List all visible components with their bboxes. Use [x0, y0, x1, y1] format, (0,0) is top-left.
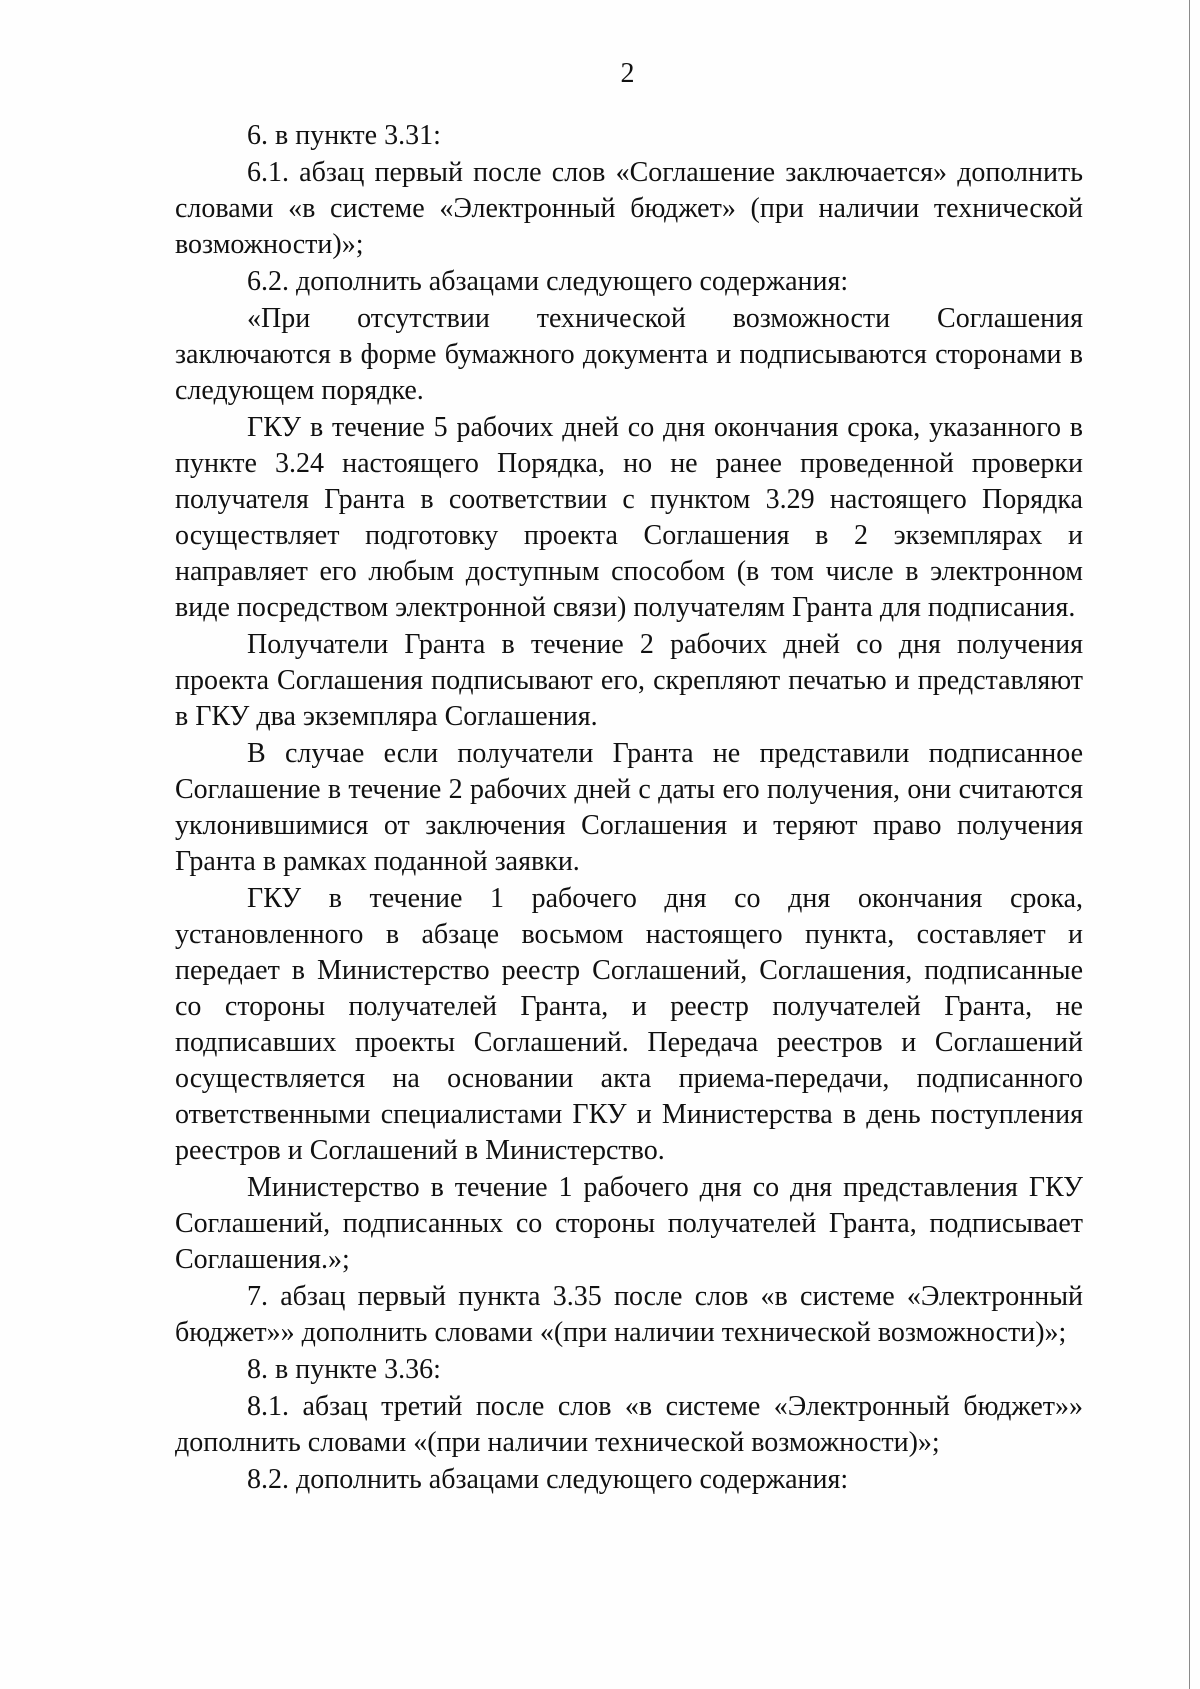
paragraph: ГКУ в течение 5 рабочих дней со дня окончания срока, указанного в пункте 3.24 настоящего Порядка, но не ранее проведенной проверки получателя Гранта в соответствии с пунктом 3.29 настоящего Порядка осуществляет подготовку проекта Соглашения в 2 экземплярах и направляет его любым доступным способом (в том числе в электронном виде посредством электронной связи) получателям Гранта для подписания.	[175, 412, 1083, 623]
document-body	[175, 118, 1083, 1499]
paragraph: 6. в пункте 3.31:	[247, 120, 441, 151]
paragraph: «При отсутствии технической возможности Соглашения заключаются в форме бумажного документа и подписываются сторонами в следующем порядке.	[175, 303, 1083, 406]
page-edge-line	[1189, 0, 1190, 1689]
paragraph: В случае если получатели Гранта не представили подписанное Соглашение в течение 2 рабочих дней с даты его получения, они считаются уклонившимися от заключения Соглашения и теряют право получения Гранта в рамках поданной заявки.	[175, 738, 1083, 877]
paragraph: 6.1. абзац первый после слов «Соглашение заключается» дополнить словами «в системе «Электронный бюджет» (при наличии технической возможности)»;	[175, 157, 1083, 260]
paragraph: Получатели Гранта в течение 2 рабочих дней со дня получения проекта Соглашения подписывают его, скрепляют печатью и представляют в ГКУ два экземпляра Соглашения.	[175, 629, 1083, 732]
paragraph: Министерство в течение 1 рабочего дня со дня представления ГКУ Соглашений, подписанных со стороны получателей Гранта, подписывает Соглашения.»;	[175, 1172, 1083, 1275]
paragraph: 7. абзац первый пункта 3.35 после слов «в системе «Электронный бюджет»» дополнить словами «(при наличии технической возможности)»;	[175, 1281, 1083, 1348]
paragraph: 8. в пункте 3.36:	[247, 1354, 441, 1385]
page-number: 2	[620, 58, 635, 89]
paragraph: 8.2. дополнить абзацами следующего содержания:	[247, 1464, 849, 1495]
paragraph: 8.1. абзац третий после слов «в системе «Электронный бюджет»» дополнить словами «(при наличии технической возможности)»;	[175, 1391, 1083, 1458]
paragraph: 6.2. дополнить абзацами следующего содержания:	[247, 266, 849, 297]
paragraph: ГКУ в течение 1 рабочего дня со дня окончания срока, установленного в абзаце восьмом настоящего пункта, составляет и передает в Министерство реестр Соглашений, Соглашения, подписанные со стороны получателей Гранта, и реестр получателей Гранта, не подписавших проекты Соглашений. Передача реестров и Соглашений осуществляется на основании акта приема-передачи, подписанного ответственными специалистами ГКУ и Министерства в день поступления реестров и Соглашений в Министерство.	[175, 883, 1083, 1166]
